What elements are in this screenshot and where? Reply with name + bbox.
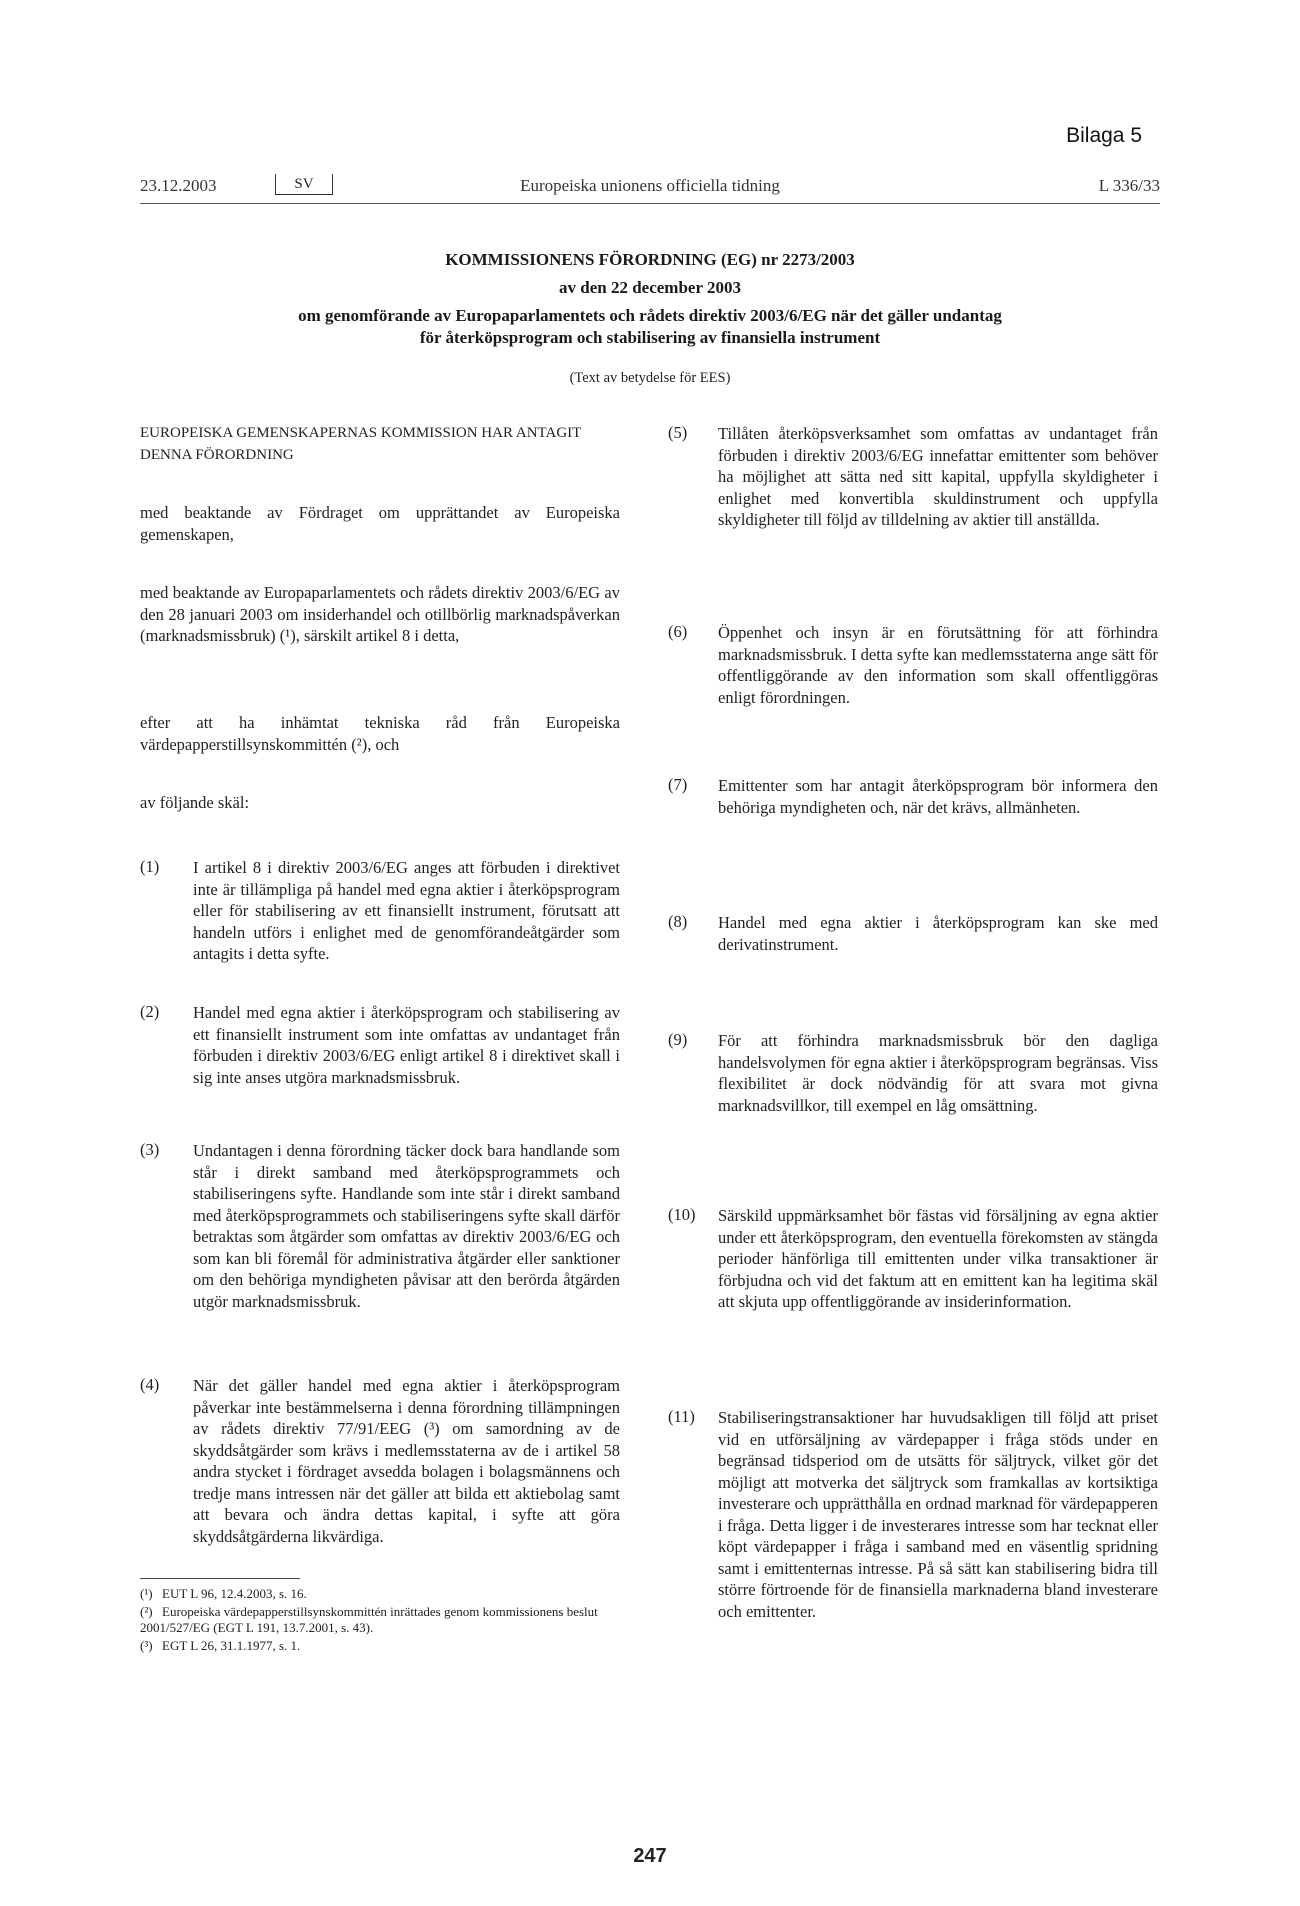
header-rule: [140, 203, 1160, 204]
footnote: [140, 1604, 620, 1636]
regulation-subject-line1: om genomförande av Europaparlamentets och rådets direktiv 2003/6/EG när det gäller undantag: [298, 306, 1002, 325]
footnote-rule: [140, 1578, 300, 1579]
recital-text: Undantagen i denna förordning täcker dock bara handlande som står i direkt samband med återköpsprogrammets och stabiliseringens syfte. Handlande som inte står i direkt samband med återköpsprogrammets och stabiliseringens syfte skall därför betraktas som åtgärder som omfattas av direktiv 2003/6/EG och som kan bli föremål för administrativa åtgärder eller sanktioner om den behöriga myndigheten påvisar att den berörda åtgärden utgör marknadsmissbruk.: [193, 1141, 620, 1311]
page-number: 247: [633, 1845, 667, 1867]
recital-text: Handel med egna aktier i återköpsprogram och stabilisering av ett finansiellt instrument som inte omfattas av undantaget från förbuden i direktiv 2003/6/EG enligt artikel 8 i direktivet skall i sig inte anses utgöra marknadsmissbruk.: [193, 1003, 620, 1087]
footnote-text: Europeiska värdepapperstillsynskommittén inrättades genom kommissionens beslut 2001/527/EG (EGT L 191, 13.7.2001, s. 43).: [140, 1604, 598, 1635]
recital-number: (1): [140, 857, 160, 876]
recital-number: (5): [668, 423, 688, 442]
recital-text: Särskild uppmärksamhet bör fästas vid försäljning av egna aktier under ett återköpsprogram, den eventuella förekomsten av stängda perioder hänförliga till emittenten under vilka transaktioner är förbjudna och vid det faktum att en emittent kan ha legitima skäl att skjuta upp offentliggörande av insiderinformation.: [718, 1206, 1158, 1311]
recital-number: (9): [668, 1030, 688, 1049]
footnote-marker: (²): [140, 1604, 153, 1619]
citation-treaty: med beaktande av Fördraget om upprättandet av Europeiska gemenskapen,: [140, 503, 620, 544]
footnote-text: EGT L 26, 31.1.1977, s. 1.: [162, 1638, 301, 1653]
footnote-marker: (¹): [140, 1586, 153, 1601]
footnote-text: EUT L 96, 12.4.2003, s. 16.: [162, 1586, 307, 1601]
recital-text: När det gäller handel med egna aktier i återköpsprogram påverkar inte bestämmelserna i denna förordning tillämpningen av rådets direktiv 77/91/EEG (³) om samordning av de skyddsåtgärder som krävs i medlemsstaterna av de i artikel 58 andra stycket i fördraget avsedda bolagen i bolagsmännens och tredje mans intressen när det gäller att bilda ett aktiebolag samt att bevara och ändra dettas kapital, i syfte att göra skyddsåtgärderna likvärdiga.: [193, 1376, 620, 1546]
recital-text: För att förhindra marknadsmissbruk bör den dagliga handelsvolymen för egna aktier i återköpsprogram begränsas. Viss flexibilitet är dock nödvändig för att svara mot givna marknadsvillkor, till exempel en låg omsättning.: [718, 1031, 1158, 1115]
recital-text: Handel med egna aktier i återköpsprogram kan ske med derivatinstrument.: [718, 913, 1158, 954]
recital-number: (10): [668, 1205, 696, 1224]
whereas-intro: av följande skäl:: [140, 793, 250, 812]
header-date: 23.12.2003: [140, 176, 217, 195]
recital-text: Emittenter som har antagit återköpsprogram bör informera den behöriga myndigheten och, när det krävs, allmänheten.: [718, 776, 1158, 817]
recital-text: Öppenhet och insyn är en förutsättning för att förhindra marknadsmissbruk. I detta syfte kan medlemsstaterna ange sätt för offentliggörande av den information som skall offentliggöras enligt förordningen.: [718, 623, 1158, 707]
regulation-date: av den 22 december 2003: [559, 278, 741, 297]
eea-relevance: (Text av betydelse för EES): [569, 370, 731, 386]
citation-directive: med beaktande av Europaparlamentets och rådets direktiv 2003/6/EG av den 28 januari 2003 om insiderhandel och otillbörlig marknadspåverkan (marknadsmissbruk) (¹), särskilt artikel 8 i detta,: [140, 583, 620, 645]
regulation-title: KOMMISSIONENS FÖRORDNING (EG) nr 2273/2003: [445, 250, 855, 269]
recital-number: (6): [668, 622, 688, 641]
recital-number: (4): [140, 1375, 160, 1394]
enacting-formula: EUROPEISKA GEMENSKAPERNAS KOMMISSION HAR ANTAGIT DENNA FÖRORDNING: [140, 425, 582, 463]
recital-number: (2): [140, 1002, 160, 1021]
recital-number: (7): [668, 775, 688, 794]
recital-number: (8): [668, 912, 688, 931]
annex-label: Bilaga 5: [1066, 124, 1142, 147]
regulation-subject-line2: för återköpsprogram och stabilisering av finansiella instrument: [419, 328, 881, 347]
journal-reference: L 336/33: [1098, 176, 1160, 195]
footnote-marker: (³): [140, 1638, 153, 1653]
footnote: [140, 1586, 620, 1602]
citation-advice: efter att ha inhämtat tekniska råd från Europeiska värdepapperstillsynskommittén (²), och: [140, 713, 620, 754]
journal-name: Europeiska unionens officiella tidning: [520, 176, 780, 195]
footnote: [140, 1638, 620, 1654]
recital-text: Tillåten återköpsverksamhet som omfattas av undantaget från förbuden i direktiv 2003/6/EG innefattar emittenter som behöver ha möjlighet att sätta ned sitt kapital, uppfylla skyldigheter i enlighet med konvertibla skuldinstrument och uppfylla skyldigheter till följd av tilldelning av aktier till anställda.: [718, 424, 1158, 529]
recital-text: I artikel 8 i direktiv 2003/6/EG anges att förbuden i direktivet inte är tillämpliga på handel med egna aktier i återköpsprogram eller för stabilisering av ett finansiellt instrument, förutsatt att handeln utförs i enlighet med de genomförandeåtgärder som antagits i detta syfte.: [193, 858, 620, 963]
recital-number: (3): [140, 1140, 160, 1159]
recital-text: Stabiliseringstransaktioner har huvudsakligen till följd att priset vid en utförsäljning av värdepapper i fråga stöds under en begränsad tidsperiod om de utsätts för säljtryck, vilket gör det möjligt att motverka det säljtryck som framkallas av kortsiktiga investerare och upprätthålla en ordnad marknad för värdepapperen i fråga. Detta ligger i de investerares intresse som har tecknat eller köpt värdepapper i fråga i samband med en väsentlig spridning samt i emittenternas intresse. På så sätt kan stabilisering bidra till större förtroende för de finansiella marknaderna bland investerare och emittenter.: [718, 1408, 1158, 1621]
language-code-box: SV: [275, 174, 333, 195]
recital-number: (11): [668, 1407, 695, 1426]
